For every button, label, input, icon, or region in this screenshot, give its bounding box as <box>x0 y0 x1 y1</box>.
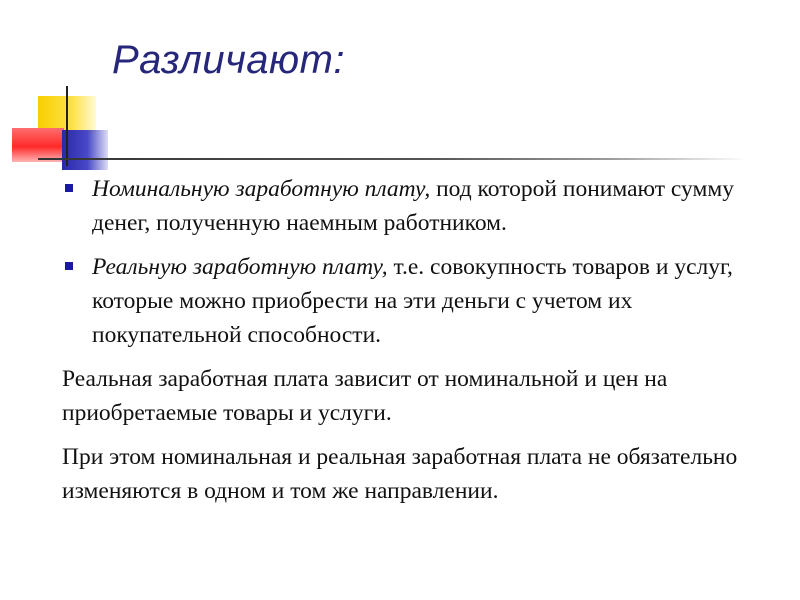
title-divider-line <box>38 158 748 160</box>
bullet-item-nominal-wage <box>62 172 774 240</box>
blue-square-shape <box>62 130 108 170</box>
bullet-item-real-wage <box>62 250 774 352</box>
bullet-text: т.е. совокупность товаров и услуг, которые можно приобрести на эти деньги с учетом их покупательной способности. <box>92 254 733 348</box>
slide-body <box>62 172 774 518</box>
vertical-rule <box>66 86 68 166</box>
square-bullet-icon <box>65 262 73 270</box>
paragraph: При этом номинальная и реальная заработная плата не обязательно изменяются в одном и том же направлении. <box>62 444 738 504</box>
bullet-term: Номинальную заработную плату, <box>92 176 431 202</box>
paragraph: Реальная заработная плата зависит от номинальной и цен на приобретаемые товары и услуги. <box>62 366 668 426</box>
decorative-blocks-logo <box>0 0 120 170</box>
slide-title: Различают: <box>112 38 346 82</box>
bullet-text: под которой понимают сумму денег, полученную наемным работником. <box>92 176 734 236</box>
red-square-shape <box>12 128 64 162</box>
bullet-term: Реальную заработную плату, <box>92 254 388 280</box>
square-bullet-icon <box>65 184 73 192</box>
